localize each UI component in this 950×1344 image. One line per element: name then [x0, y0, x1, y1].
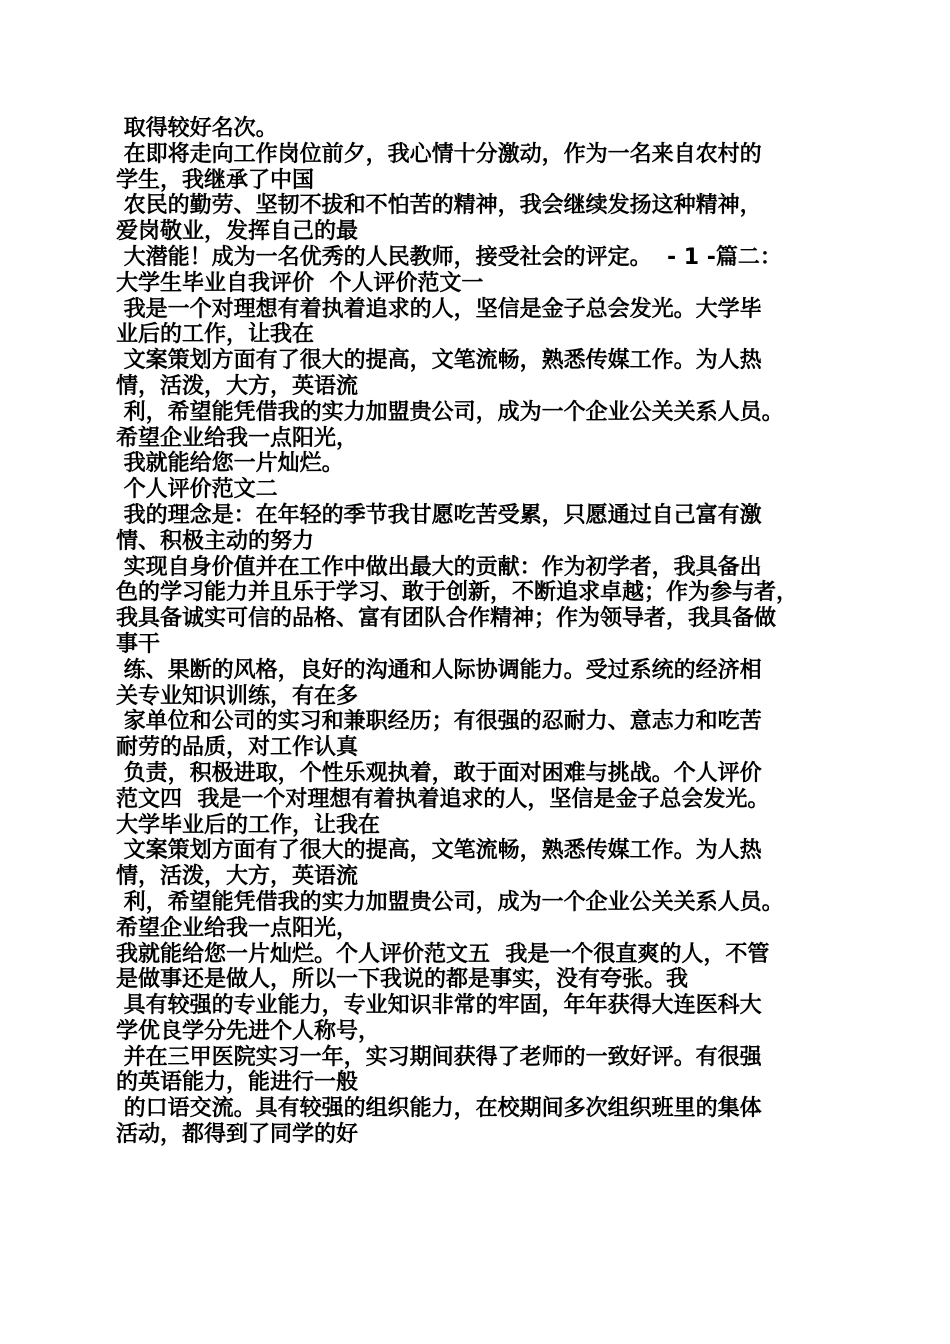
text-line: 是做事还是做人，所以一下我说的都是事实，没有夸张。我 [116, 967, 689, 993]
text-line: 具有较强的专业能力，专业知识非常的牢固，年年获得大连医科大 [116, 993, 762, 1019]
text-line: 耐劳的品质，对工作认真 [116, 735, 359, 761]
text-line: 利，希望能凭借我的实力加盟贵公司，成为一个企业公关关系人员。 [116, 399, 784, 425]
text-line: 关专业知识训练，有在多 [116, 683, 359, 709]
text-line: 情、积极主动的努力 [116, 528, 315, 554]
text-line: 大学生毕业自我评价 个人评价范文一 [116, 270, 484, 296]
text-line: 家单位和公司的实习和兼职经历；有很强的忍耐力、意志力和吃苦 [116, 709, 762, 735]
text-line: 并在三甲医院实习一年，实习期间获得了老师的一致好评。有很强 [116, 1044, 762, 1070]
text-line: 农民的勤劳、坚韧不拔和不怕苦的精神，我会继续发扬这种精神， [116, 193, 762, 219]
text-line: 范文四 我是一个对理想有着执着追求的人，坚信是金子总会发光。 [116, 786, 770, 812]
text-line: 利，希望能凭借我的实力加盟贵公司，成为一个企业公关关系人员。 [116, 889, 784, 915]
text-line: 我就能给您一片灿烂。个人评价范文五 我是一个很直爽的人，不管 [116, 941, 770, 967]
text-line: 负责，积极进取，个性乐观执着，敢于面对困难与挑战。个人评价 [116, 760, 762, 786]
text-line: 的英语能力，能进行一般 [116, 1070, 359, 1096]
text-line: 我的理念是：在年轻的季节我甘愿吃苦受累，只愿通过自己富有激 [116, 502, 762, 528]
text-line: 大潜能！成为一名优秀的人民教师，接受社会的评定。 - 1 -篇二： [116, 244, 782, 270]
text-line: 我是一个对理想有着执着追求的人，坚信是金子总会发光。大学毕 [116, 296, 762, 322]
text-line: 文案策划方面有了很大的提高，文笔流畅，熟悉传媒工作。为人热 [116, 838, 762, 864]
text-line: 业后的工作，让我在 [116, 322, 315, 348]
text-line: 在即将走向工作岗位前夕，我心情十分激动，作为一名来自农村的 [116, 141, 762, 167]
document-body-text [116, 116, 851, 1148]
text-line: 我具备诚实可信的品格、富有团队合作精神；作为领导者，我具备做 [116, 606, 777, 632]
text-line: 实现自身价值并在工作中做出最大的贡献：作为初学者，我具备出 [116, 554, 762, 580]
text-line: 事干 [116, 631, 161, 657]
text-line: 希望企业给我一点阳光， [116, 425, 359, 451]
text-line: 个人评价范文二 [116, 477, 278, 503]
text-line: 练、果断的风格，良好的沟通和人际协调能力。受过系统的经济相 [116, 657, 762, 683]
text-line: 情，活泼，大方，英语流 [116, 864, 359, 890]
text-line: 活动，都得到了同学的好 [116, 1122, 359, 1148]
text-line: 大学毕业后的工作，让我在 [116, 812, 381, 838]
text-line: 学优良学分先进个人称号， [116, 1018, 381, 1044]
text-line: 色的学习能力并且乐于学习、敢于创新，不断追求卓越；作为参与者， [116, 580, 799, 606]
text-line: 学生，我继承了中国 [116, 167, 315, 193]
text-line: 取得较好名次。 [116, 116, 278, 141]
text-line: 文案策划方面有了很大的提高，文笔流畅，熟悉传媒工作。为人热 [116, 348, 762, 374]
text-line: 情，活泼，大方，英语流 [116, 373, 359, 399]
text-line: 希望企业给我一点阳光， [116, 915, 359, 941]
text-line: 的口语交流。具有较强的组织能力，在校期间多次组织班里的集体 [116, 1096, 762, 1122]
text-line: 爱岗敬业，发挥自己的最 [116, 219, 359, 245]
text-line: 我就能给您一片灿烂。 [116, 451, 344, 477]
